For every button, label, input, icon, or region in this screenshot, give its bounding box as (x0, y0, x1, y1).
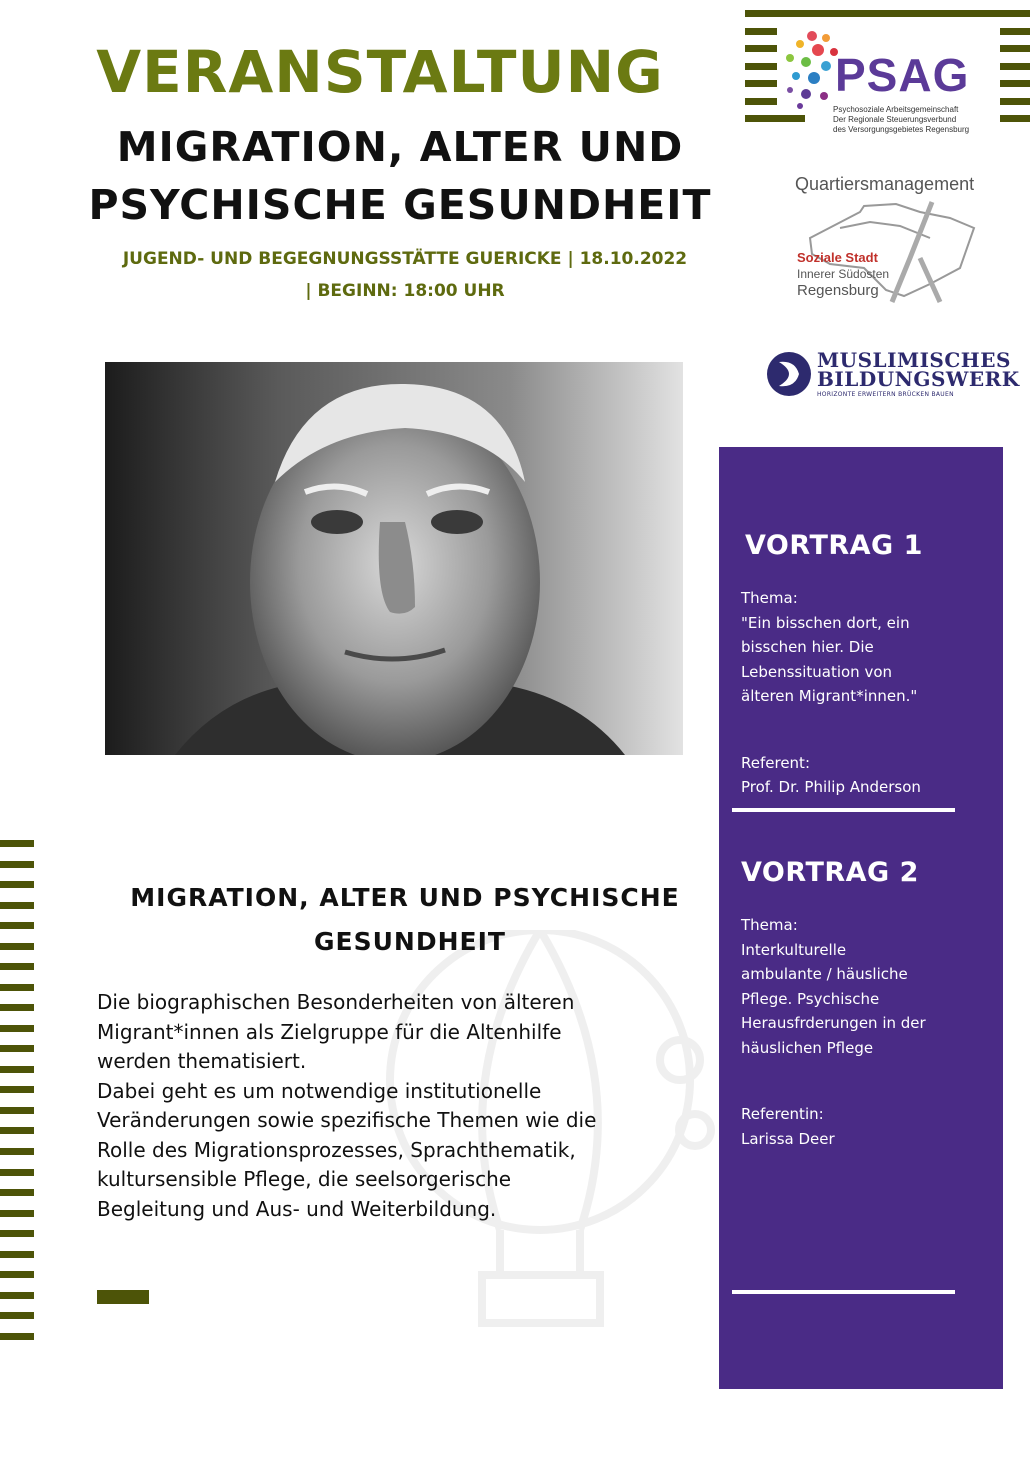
top-stripe-bar (745, 10, 1030, 17)
innerer-suedosten-label: Innerer Südosten (797, 267, 890, 281)
divider (732, 1290, 955, 1294)
vortrag2-thema-line: häuslichen Pflege (741, 1038, 874, 1057)
top-stripe-bar-2 (745, 115, 805, 122)
mb-logo-line1: MUSLIMISCHES (817, 348, 1011, 372)
page-title (70, 118, 730, 234)
title-line-1: MIGRATION, ALTER UND (116, 123, 684, 171)
vortrag1-referent-name: Prof. Dr. Philip Anderson (741, 778, 921, 796)
vortrag2-title: VORTRAG 2 (741, 857, 919, 888)
vortrag1-thema-label: Thema: (741, 589, 798, 607)
vortrag1-thema-line: älteren Migrant*innen." (741, 687, 918, 705)
vortrag2-thema-line: Interkulturelle (741, 940, 847, 959)
top-right-stripes-left (745, 10, 777, 122)
accent-bar (97, 1290, 149, 1304)
mb-logo-line2: BILDUNGSWERK (817, 367, 1020, 391)
top-right-stripes-right (1000, 10, 1030, 122)
psag-logo-subtitle: Psychosoziale Arbeitsgemeinschaft Der Regionale Steuerungsverbund des Versorgungsgebietes Regensburg (833, 105, 970, 134)
venue-date: JUGEND- UND BEGEGNUNGSSTÄTTE GUERICKE | 18.10.2022 (122, 249, 688, 269)
vortrag1-thema-line: Lebenssituation von (741, 662, 893, 681)
left-stripes (0, 840, 34, 1340)
event-label: VERANSTALTUNG (96, 38, 664, 106)
section-title-line-2: GESUNDHEIT (314, 927, 506, 956)
vortrag2-details (741, 913, 981, 1151)
soziale-stadt-label: Soziale Stadt (797, 250, 878, 265)
vortrag1-thema-line: "Ein bisschen dort, ein (741, 613, 910, 632)
mb-logo-tagline: HORIZONTE ERWEITERN BRÜCKEN BAUEN (817, 391, 954, 398)
section-title (90, 876, 720, 964)
portrait-photo (105, 362, 683, 755)
vortrag2-referent-label: Referentin: (741, 1105, 824, 1123)
section-title-line-1: MIGRATION, ALTER UND PSYCHISCHE (130, 883, 680, 912)
vortrag1-referent-label: Referent: (741, 753, 810, 772)
divider (732, 808, 955, 812)
quartiersmanagement-title: Quartiersmanagement (795, 174, 975, 194)
vortrag1-thema-line: bisschen hier. Die (741, 638, 874, 656)
start-time: | BEGINN: 18:00 UHR (305, 281, 505, 301)
vortrag2-thema-line: Pflege. Psychische (741, 989, 880, 1008)
vortrag2-thema-label: Thema: (741, 916, 798, 934)
description-text: Die biographischen Besonderheiten von älteren Migrant*innen als Zielgruppe für die Altenhilfe werden thematisiert. Dabei geht es um notwendige institutionelle Veränderungen sowie spezifische Themen wie die Rolle des Migrationsprozesses, Sprachthematik, kultursensible Pflege, die seelsorgerische Begleitung und Aus- und Weiterbildung. (97, 990, 597, 1221)
psag-logo-text: PSAG (835, 49, 970, 101)
muslimisches-bildungswerk-icon (765, 350, 813, 398)
regensburg-label: Regensburg (797, 282, 879, 299)
vortrag2-thema-line: ambulante / häusliche (741, 965, 908, 983)
vortrag2-referent-name: Larissa Deer (741, 1129, 835, 1148)
psag-dots-icon (782, 28, 842, 110)
title-line-2: PSYCHISCHE GESUNDHEIT (88, 181, 712, 229)
event-info (70, 243, 740, 307)
vortrag1-title: VORTRAG 1 (745, 530, 923, 561)
vortrag1-details (741, 586, 981, 800)
vortrag2-thema-line: Herausfrderungen in der (741, 1014, 926, 1032)
